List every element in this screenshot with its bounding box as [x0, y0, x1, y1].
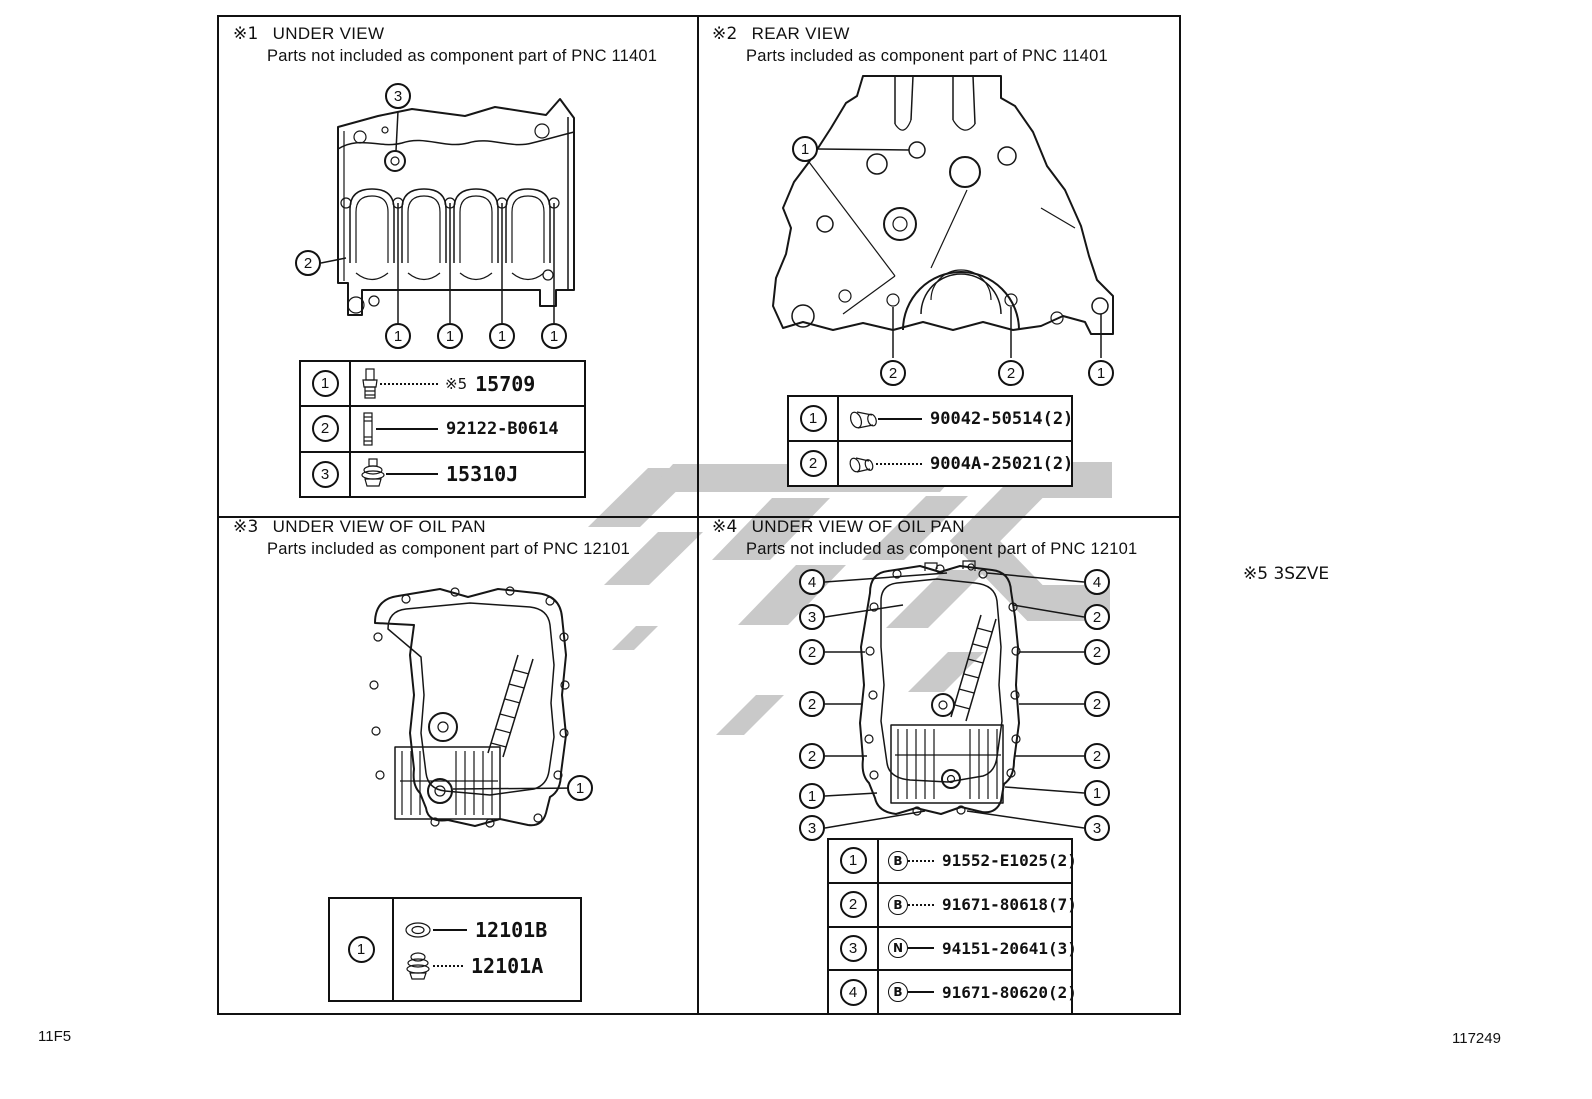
table-row — [330, 899, 580, 1000]
part-number: 9004A-25021(2) — [930, 453, 1074, 474]
q3-marker: ※3 — [233, 517, 259, 537]
callout-circle: 3 — [385, 83, 411, 109]
oil-nozzle-icon — [360, 367, 380, 401]
part-number: 12101A — [471, 954, 544, 978]
table-row — [829, 969, 1077, 1013]
oil-pan-under-view-drawing — [340, 575, 630, 850]
row-callout: 1 — [312, 370, 339, 397]
row-callout: 2 — [312, 415, 339, 442]
q2-marker: ※2 — [712, 24, 738, 44]
engine-block-rear-view-drawing — [745, 68, 1130, 390]
callout-circle: 3 — [1084, 815, 1110, 841]
q4-marker: ※4 — [712, 517, 738, 537]
page-code: 11F5 — [38, 1028, 72, 1045]
callout-circle: 1 — [489, 323, 515, 349]
q1-subtitle: Parts not included as component part of PNC 11401 — [267, 47, 658, 65]
q4-parts-table — [827, 838, 1077, 1015]
part-number: 91671-80620(2) — [942, 982, 1077, 1002]
row-callout: 1 — [348, 936, 375, 963]
q2-parts-table — [787, 395, 1073, 487]
part-number: 94151-20641(3) — [942, 938, 1077, 958]
callout-circle: 1 — [1084, 780, 1110, 806]
callout-circle: 1 — [385, 323, 411, 349]
part-number: 91671-80618(7) — [942, 895, 1077, 915]
row-callout: 3 — [840, 935, 867, 962]
callout-circle: 2 — [799, 743, 825, 769]
callout-circle: 2 — [799, 691, 825, 717]
q2-title: ※2 REAR VIEW — [712, 24, 850, 44]
q4-title: ※4 UNDER VIEW OF OIL PAN — [712, 517, 965, 537]
callout-circle: 2 — [799, 639, 825, 665]
callout-circle: 3 — [799, 604, 825, 630]
callout-circle: 1 — [541, 323, 567, 349]
callout-circle: 2 — [1084, 639, 1110, 665]
callout-circle: 1 — [799, 783, 825, 809]
part-number: 90042-50514(2) — [930, 408, 1074, 429]
q1-parts-table — [299, 360, 586, 498]
oil-pan-under-view-drawing-2 — [775, 555, 1120, 840]
engine-block-under-view-drawing — [290, 85, 586, 347]
q3-subtitle: Parts included as component part of PNC 12101 — [267, 540, 631, 558]
drain-plug-icon — [360, 458, 386, 490]
ring-pin-icon — [848, 453, 876, 475]
table-row — [829, 882, 1077, 926]
table-row — [789, 397, 1074, 440]
part-number: 15709 — [475, 371, 536, 396]
callout-circle: 2 — [295, 250, 321, 276]
callout-circle: 1 — [567, 775, 593, 801]
callout-circle: 2 — [880, 360, 906, 386]
vertical-divider — [697, 15, 699, 1015]
note-ref: ※5 — [445, 374, 468, 393]
callout-circle: 2 — [998, 360, 1024, 386]
engine-variant-note: ※5 3SZVE — [1243, 564, 1330, 584]
callout-circle: 2 — [1084, 743, 1110, 769]
nut-symbol-icon: N — [888, 938, 908, 958]
q1-marker: ※1 — [233, 24, 259, 44]
table-row — [301, 451, 584, 496]
callout-circle: 4 — [1084, 569, 1110, 595]
callout-circle: 4 — [799, 569, 825, 595]
row-callout: 2 — [840, 891, 867, 918]
bolt-symbol-icon: B — [888, 895, 908, 915]
part-number: 92122-B0614 — [446, 418, 559, 439]
part-number: 12101B — [475, 918, 548, 942]
callout-circle: 1 — [437, 323, 463, 349]
table-row — [829, 840, 1077, 882]
q4-subtitle: Parts not included as component part of PNC 12101 — [746, 540, 1138, 558]
q3-title: ※3 UNDER VIEW OF OIL PAN — [233, 517, 486, 537]
table-row — [829, 926, 1077, 970]
stud-bolt-icon — [360, 411, 376, 447]
drain-plug-icon — [403, 951, 433, 981]
callout-circle: 1 — [792, 136, 818, 162]
part-number: 15310J — [446, 462, 519, 487]
callout-circle: 2 — [1084, 691, 1110, 717]
callout-circle: 3 — [799, 815, 825, 841]
bolt-symbol-icon: B — [888, 851, 908, 871]
q1-title: ※1 UNDER VIEW — [233, 24, 385, 44]
row-callout: 4 — [840, 979, 867, 1006]
row-callout: 2 — [800, 450, 827, 477]
row-callout: 1 — [800, 405, 827, 432]
callout-circle: 2 — [1084, 604, 1110, 630]
ring-pin-icon — [848, 407, 878, 431]
table-row — [789, 440, 1074, 485]
bolt-symbol-icon: B — [888, 982, 908, 1002]
q3-parts-table — [328, 897, 582, 1002]
row-callout: 1 — [840, 847, 867, 874]
figure-number: 117249 — [1452, 1030, 1501, 1047]
table-row — [301, 362, 584, 405]
part-number: 91552-E1025(2) — [942, 851, 1077, 871]
q2-subtitle: Parts included as component part of PNC 11401 — [746, 47, 1108, 65]
gasket-icon — [403, 921, 433, 939]
table-row — [301, 405, 584, 450]
row-callout: 3 — [312, 461, 339, 488]
callout-circle: 1 — [1088, 360, 1114, 386]
